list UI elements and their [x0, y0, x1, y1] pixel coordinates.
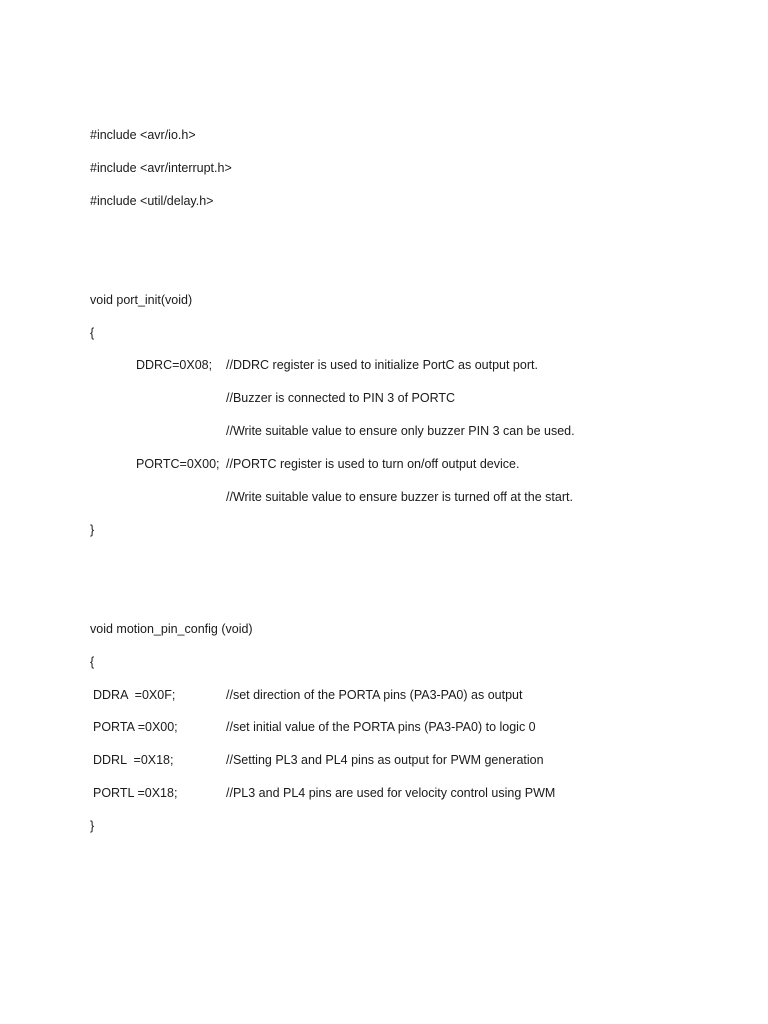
code-comment: //Write suitable value to ensure buzzer is turned off at the start. [226, 490, 573, 504]
code-statement: DDRC=0X08; [136, 358, 213, 372]
code-statement: DDRA =0X0F; [93, 688, 176, 702]
include-line: #include <avr/interrupt.h> [90, 161, 232, 175]
function-signature: void port_init(void) [90, 293, 193, 307]
code-statement: PORTL =0X18; [93, 786, 178, 800]
function-signature: void motion_pin_config (void) [90, 622, 253, 636]
code-comment: //DDRC register is used to initialize PortC as output port. [226, 358, 538, 372]
code-statement: PORTC=0X00; [136, 457, 220, 471]
open-brace: { [90, 655, 95, 669]
code-comment: //PORTC register is used to turn on/off output device. [226, 457, 520, 471]
code-statement: PORTA =0X00; [93, 720, 178, 734]
code-statement: DDRL =0X18; [93, 753, 174, 767]
close-brace: } [90, 523, 95, 537]
close-brace: } [90, 819, 95, 833]
code-comment: //Setting PL3 and PL4 pins as output for PWM generation [226, 753, 544, 767]
code-comment: //PL3 and PL4 pins are used for velocity control using PWM [226, 786, 556, 800]
open-brace: { [90, 326, 95, 340]
code-comment: //set initial value of the PORTA pins (PA3-PA0) to logic 0 [226, 720, 536, 734]
code-comment: //set direction of the PORTA pins (PA3-PA0) as output [226, 688, 523, 702]
include-line: #include <util/delay.h> [90, 194, 214, 208]
code-comment: //Buzzer is connected to PIN 3 of PORTC [226, 391, 456, 405]
code-comment: //Write suitable value to ensure only buzzer PIN 3 can be used. [226, 424, 575, 438]
include-line: #include <avr/io.h> [90, 128, 196, 142]
